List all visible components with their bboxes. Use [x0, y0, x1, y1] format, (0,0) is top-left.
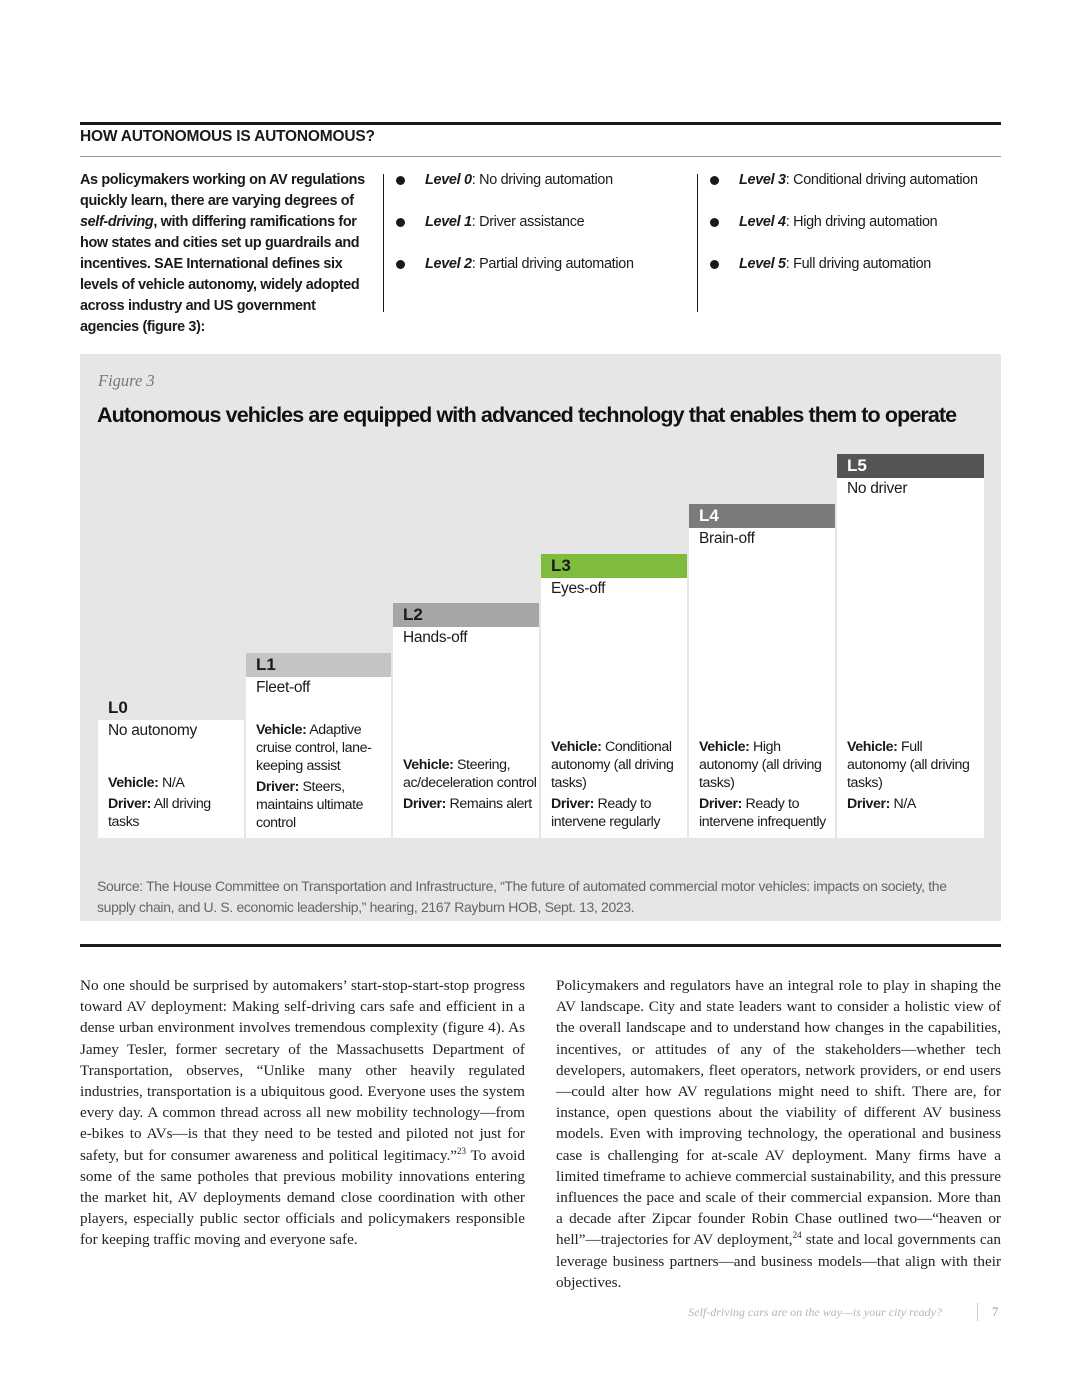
level-column-l5 [837, 454, 984, 838]
footnote-ref[interactable]: 24 [792, 1230, 802, 1241]
level-name: Brain-off [699, 530, 755, 547]
body-column-left: No one should be surprised by automakers’ start-stop-start-stop progress toward AV deployment: Making self-driving cars safe and efficient in a dense urban environment involves tremendous complexity (figure 4). As Jamey Tesler, former secretary of the Massachusetts Department of Transportation, observes, “Unlike many other heavily regulated industries, transportation is a ubiquitous good. Everyone uses the system every day. A common thread across all new mobility technology—from e-bikes to AVs—is that they need to be tested and piloted not just for safety, but for consumer awareness and political legitimacy.”$^{23}$ To avoid some of the same potholes that previous mobility innovations entering the market hit, AV deployments demand close coordination with other players, especially public sector officials and policymakers responsible for keeping traffic moving and everyone safe. [80, 977, 525, 1249]
page-number: 7 [992, 1305, 999, 1319]
bullet-icon [710, 260, 719, 269]
level-column-l1 [246, 653, 391, 838]
level-description: Vehicle: N/A Driver: All driving tasks [108, 775, 211, 830]
levels-list-left [396, 170, 634, 296]
level-description: Vehicle: High autonomy (all driving tasks) Driver: Ready to intervene infrequently [699, 739, 826, 830]
footer-separator [977, 1303, 978, 1321]
intro-text-b: , with differing ramifications for how states and cities set up guardrails and incentives. SAE International defines six levels of vehicle autonomy, widely adopted across industry and US government agencies (figure 3): [80, 214, 360, 335]
level-item: Level 5: Full driving automation [710, 254, 978, 296]
figure-source: Source: The House Committee on Transportation and Infrastructure, “The future of automated commercial motor vehicles: impacts on society, the supply chain, and U. S. economic leadership,” hearing, 2167 Rayburn HOB, Sept. 13, 2023. [97, 878, 947, 915]
box-separator-1 [383, 174, 384, 312]
figure-label: Figure 3 [98, 371, 155, 390]
level-description: Vehicle: Full autonomy (all driving tasks) Driver: N/A [847, 739, 970, 812]
level-item: Level 2: Partial driving automation [396, 254, 634, 296]
level-code: L4 [689, 504, 835, 528]
level-column-l4 [689, 504, 835, 838]
section-rule [80, 944, 1001, 947]
level-description: Vehicle: Steering, ac/deceleration control Driver: Remains alert [403, 757, 537, 812]
level-name: Hands-off [403, 629, 468, 646]
intro-emphasis: self-driving [80, 214, 154, 230]
figure-title: Autonomous vehicles are equipped with advanced technology that enables them to operate [97, 403, 957, 427]
level-column-l3 [541, 554, 687, 838]
level-item: Level 3: Conditional driving automation [710, 170, 978, 212]
level-code: L2 [393, 603, 539, 627]
level-item: Level 1: Driver assistance [396, 212, 634, 254]
level-column-l0 [98, 696, 244, 838]
level-name: No driver [847, 480, 908, 497]
level-item: Level 4: High driving automation [710, 212, 978, 254]
level-code: L5 [837, 454, 984, 478]
bullet-icon [710, 176, 719, 185]
level-description: Vehicle: Adaptive cruise control, lane-keeping assist Driver: Steers, maintains ultimate control [256, 722, 372, 831]
bullet-icon [396, 218, 405, 227]
running-footer: Self-driving cars are on the way—is your city ready? [688, 1305, 942, 1319]
level-column-l2 [393, 603, 539, 838]
box-intro [80, 170, 376, 338]
level-code: L0 [98, 696, 244, 720]
level-name: Eyes-off [551, 580, 606, 597]
top-rule [80, 122, 1001, 125]
box-separator-2 [697, 174, 698, 312]
intro-text-a: As policymakers working on AV regulations quickly learn, there are varying degrees of [80, 172, 365, 209]
body-column-right: Policymakers and regulators have an integral role to play in shaping the AV landscape. City and state leaders want to consider a holistic view of the overall landscape and to understand how changes in the capabilities, incentives, or attitudes of any of the stakeholders—whether tech developers, automakers, fleet operators, network providers, or end users—could alter how AV regulations might need to shift. There are, for instance, open questions about the viability of different AV business models. Even with improving technology, the operational and business case is challenging for at-scale AV deployment. Many firms have a limited timeframe to achieve commercial sustainability, and this pressure influences the pace and scale of their commercial expansion. More than a decade after Zipcar founder Robin Chase outlined two—“heaven or hell”—trajectories for AV deployment,$^{24}$ state and local governments can leverage business partners—and business models—that align with their objectives. [556, 977, 1001, 1291]
level-code: L1 [246, 653, 391, 677]
level-description: Vehicle: Conditional autonomy (all driving tasks) Driver: Ready to intervene regularly [551, 739, 674, 830]
levels-list-right [710, 170, 978, 296]
level-item: Level 0: No driving automation [396, 170, 634, 212]
bullet-icon [396, 176, 405, 185]
box-divider [80, 156, 1001, 157]
bullet-icon [710, 218, 719, 227]
box-title: HOW AUTONOMOUS IS AUTONOMOUS? [80, 128, 375, 145]
level-name: No autonomy [108, 722, 197, 739]
level-name: Fleet-off [256, 679, 310, 696]
level-code: L3 [541, 554, 687, 578]
footnote-ref[interactable]: 23 [457, 1145, 466, 1156]
bullet-icon [396, 260, 405, 269]
